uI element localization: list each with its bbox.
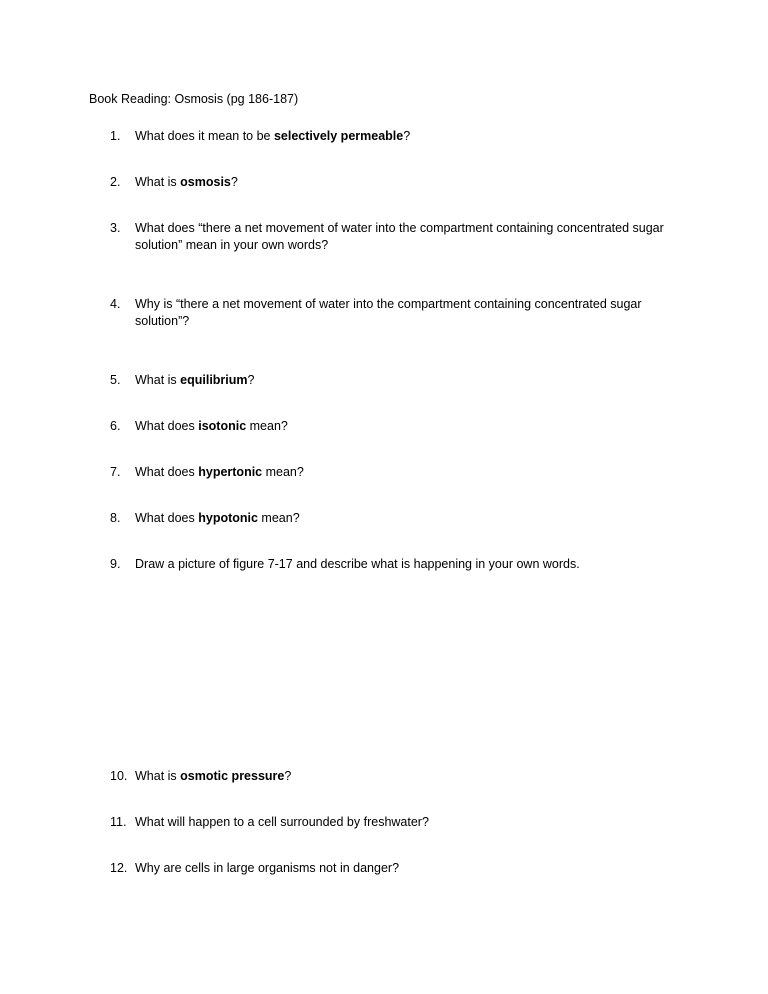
question-9 [110, 556, 670, 573]
question-number: 9. [110, 557, 121, 571]
question-number: 6. [110, 419, 121, 433]
question-keyword: osmosis [180, 175, 231, 189]
question-number: 7. [110, 465, 121, 479]
question-keyword: osmotic pressure [180, 769, 285, 783]
question-number: 3. [110, 221, 121, 235]
question-4 [110, 296, 670, 330]
question-number: 12. [110, 861, 128, 875]
question-number: 8. [110, 511, 121, 525]
question-keyword: hypertonic [198, 465, 263, 479]
question-3 [110, 220, 670, 254]
question-keyword: selectively permeable [273, 129, 404, 143]
question-keyword: isotonic [198, 419, 247, 433]
question-1 [110, 128, 670, 145]
question-6 [110, 418, 670, 435]
question-7 [110, 464, 670, 481]
question-number: 1. [110, 129, 121, 143]
question-10 [110, 768, 670, 785]
question-text: What is osmotic pressure? [135, 769, 292, 783]
question-keyword: hypotonic [198, 511, 258, 525]
question-text: What does “there a net movement of water into the compartment containing concentrated sugar solution” mean in your own words? [135, 221, 664, 252]
question-text: What is equilibrium? [135, 373, 255, 387]
question-number: 2. [110, 175, 121, 189]
question-text: What does it mean to be selectively permeable? [135, 129, 411, 143]
question-text: What will happen to a cell surrounded by freshwater? [135, 815, 429, 829]
question-text: What is osmosis? [135, 175, 238, 189]
question-text: What does hypotonic mean? [135, 511, 300, 525]
question-text: Draw a picture of figure 7-17 and describe what is happening in your own words. [135, 557, 580, 571]
question-keyword: equilibrium [180, 373, 248, 387]
question-number: 5. [110, 373, 121, 387]
page-title: Book Reading: Osmosis (pg 186-187) [89, 92, 299, 106]
question-number: 11. [110, 815, 127, 829]
question-11 [110, 814, 670, 831]
question-text: Why are cells in large organisms not in danger? [135, 861, 400, 875]
question-text: What does hypertonic mean? [135, 465, 304, 479]
question-8 [110, 510, 670, 527]
question-5 [110, 372, 670, 389]
question-text: What does isotonic mean? [135, 419, 288, 433]
question-12 [110, 860, 670, 877]
question-2 [110, 174, 670, 191]
question-number: 4. [110, 297, 121, 311]
question-number: 10. [110, 769, 128, 783]
question-text: Why is “there a net movement of water into the compartment containing concentrated sugar solution”? [135, 297, 642, 328]
